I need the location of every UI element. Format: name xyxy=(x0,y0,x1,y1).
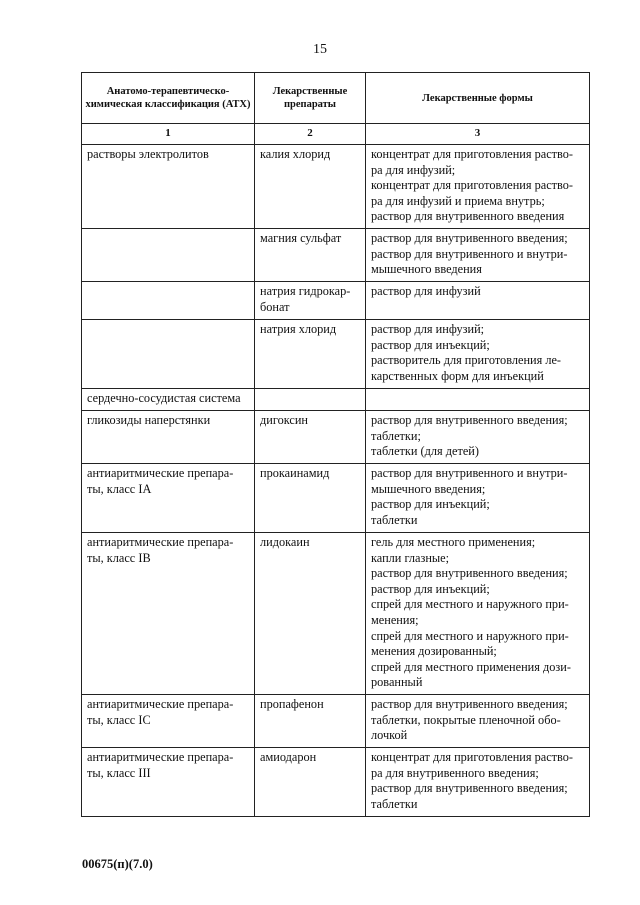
cell-line: раствор для внутривенного введения; xyxy=(371,696,568,711)
drug-cell xyxy=(255,229,366,282)
atx-cell xyxy=(82,747,255,816)
cell-line: магния сульфат xyxy=(260,231,342,245)
drug-cell xyxy=(255,320,366,389)
cell-line: концентрат для приготовления раство- xyxy=(371,147,574,161)
cell-line: карственных форм для инъекций xyxy=(371,368,544,383)
header-dosage-forms: Лекарственные формы xyxy=(366,73,590,124)
cell-line: натрия хлорид xyxy=(260,322,337,336)
drug-cell xyxy=(255,464,366,533)
cell-line: таблетки xyxy=(371,796,418,811)
atx-cell xyxy=(82,320,255,389)
dosage-forms-cell xyxy=(366,694,590,747)
cell-line: сердечно-сосудистая система xyxy=(87,391,241,405)
page-number: 15 xyxy=(313,42,327,57)
cell-line: гель для местного применения; xyxy=(371,535,536,549)
cell-line: раствор для внутривенного введения; xyxy=(371,231,568,245)
cell-line: раствор для инфузий xyxy=(371,284,481,298)
dosage-forms-cell xyxy=(366,464,590,533)
drug-cell xyxy=(255,747,366,816)
table-row xyxy=(82,229,590,282)
cell-line: менения дозированный; xyxy=(371,644,497,659)
table-row xyxy=(82,320,590,389)
atx-cell xyxy=(82,411,255,464)
cell-line: таблетки (для детей) xyxy=(371,444,479,459)
cell-line: концентрат для приготовления раство- xyxy=(371,749,574,764)
table-row xyxy=(82,282,590,320)
cell-line: ты, класс IC xyxy=(87,712,151,727)
cell-line: дигоксин xyxy=(260,413,309,427)
cell-line: прокаинамид xyxy=(260,466,330,480)
cell-line: спрей для местного применения дози- xyxy=(371,659,571,674)
cell-line: ты, класс III xyxy=(87,765,151,780)
cell-line: антиаритмические препара- xyxy=(87,749,234,764)
cell-line: антиаритмические препара- xyxy=(87,535,234,549)
cell-line: растворы электролитов xyxy=(87,147,209,161)
cell-line: раствор для внутривенного введения xyxy=(371,209,565,224)
cell-line: менения; xyxy=(371,612,419,627)
cell-line: бонат xyxy=(260,299,290,314)
cell-line: гликозиды наперстянки xyxy=(87,413,211,427)
atx-cell xyxy=(82,145,255,229)
table-row xyxy=(82,747,590,816)
cell-line: раствор для инфузий; xyxy=(371,322,485,336)
cell-line: раствор для инъекций; xyxy=(371,581,490,596)
cell-line: мышечного введения; xyxy=(371,481,486,496)
table-row xyxy=(82,464,590,533)
atx-cell xyxy=(82,229,255,282)
cell-line: калия хлорид xyxy=(260,147,331,161)
table-body xyxy=(82,145,590,817)
column-number-2: 2 xyxy=(255,124,366,145)
cell-line: пропафенон xyxy=(260,696,324,711)
cell-line: таблетки, покрытые пленочной обо- xyxy=(371,712,561,727)
table-row xyxy=(82,389,590,411)
cell-line: таблетки xyxy=(371,512,418,527)
cell-line: ты, класс IA xyxy=(87,481,152,496)
table-row xyxy=(82,533,590,695)
cell-line: антиаритмические препара- xyxy=(87,696,234,711)
cell-line: раствор для инъекций; xyxy=(371,497,490,512)
cell-line: концентрат для приготовления раство- xyxy=(371,178,574,193)
atx-cell xyxy=(82,464,255,533)
cell-line: раствор для внутривенного введения; xyxy=(371,566,568,581)
table-row xyxy=(82,694,590,747)
cell-line: натрия гидрокар- xyxy=(260,284,351,298)
drug-cell xyxy=(255,282,366,320)
header-drugs: Лекарственные препараты xyxy=(255,73,366,124)
atx-drug-table xyxy=(81,72,590,817)
atx-cell xyxy=(82,282,255,320)
dosage-forms-cell xyxy=(366,229,590,282)
drug-cell xyxy=(255,389,366,411)
cell-line: мышечного введения xyxy=(371,262,482,277)
cell-line: раствор для внутривенного и внутри- xyxy=(371,466,568,480)
drug-cell xyxy=(255,145,366,229)
cell-line: ра для внутривенного введения; xyxy=(371,765,539,780)
cell-line: лочкой xyxy=(371,728,408,743)
atx-cell xyxy=(82,694,255,747)
cell-line: ра для инфузий; xyxy=(371,162,456,177)
drug-cell xyxy=(255,694,366,747)
document-code: 00675(п)(7.0) xyxy=(82,857,153,871)
cell-line: таблетки; xyxy=(371,428,421,443)
dosage-forms-cell xyxy=(366,389,590,411)
cell-line: ра для инфузий и приема внутрь; xyxy=(371,193,545,208)
table-row xyxy=(82,411,590,464)
cell-line: амиодарон xyxy=(260,749,317,764)
dosage-forms-cell xyxy=(366,747,590,816)
cell-line: спрей для местного и наружного при- xyxy=(371,597,569,612)
cell-line: лидокаин xyxy=(260,535,310,549)
column-number-3: 3 xyxy=(366,124,590,145)
cell-line: антиаритмические препара- xyxy=(87,466,234,480)
atx-cell xyxy=(82,389,255,411)
dosage-forms-cell xyxy=(366,145,590,229)
cell-line: спрей для местного и наружного при- xyxy=(371,628,569,643)
cell-line: рованный xyxy=(371,675,423,690)
table-row xyxy=(82,145,590,229)
cell-line: ты, класс IB xyxy=(87,550,151,565)
column-number-1: 1 xyxy=(82,124,255,145)
header-atx-classification: Анатомо-терапевтическо-химическая классификация (АТХ) xyxy=(82,73,255,124)
dosage-forms-cell xyxy=(366,533,590,695)
atx-cell xyxy=(82,533,255,695)
cell-line: раствор для внутривенного введения; xyxy=(371,781,568,796)
cell-line: раствор для внутривенного введения; xyxy=(371,413,568,427)
drug-cell xyxy=(255,533,366,695)
drug-cell xyxy=(255,411,366,464)
dosage-forms-cell xyxy=(366,320,590,389)
cell-line: раствор для внутривенного и внутри- xyxy=(371,246,568,261)
dosage-forms-cell xyxy=(366,411,590,464)
cell-line: капли глазные; xyxy=(371,550,450,565)
dosage-forms-cell xyxy=(366,282,590,320)
cell-line: раствор для инъекций; xyxy=(371,337,490,352)
cell-line: растворитель для приготовления ле- xyxy=(371,353,562,368)
